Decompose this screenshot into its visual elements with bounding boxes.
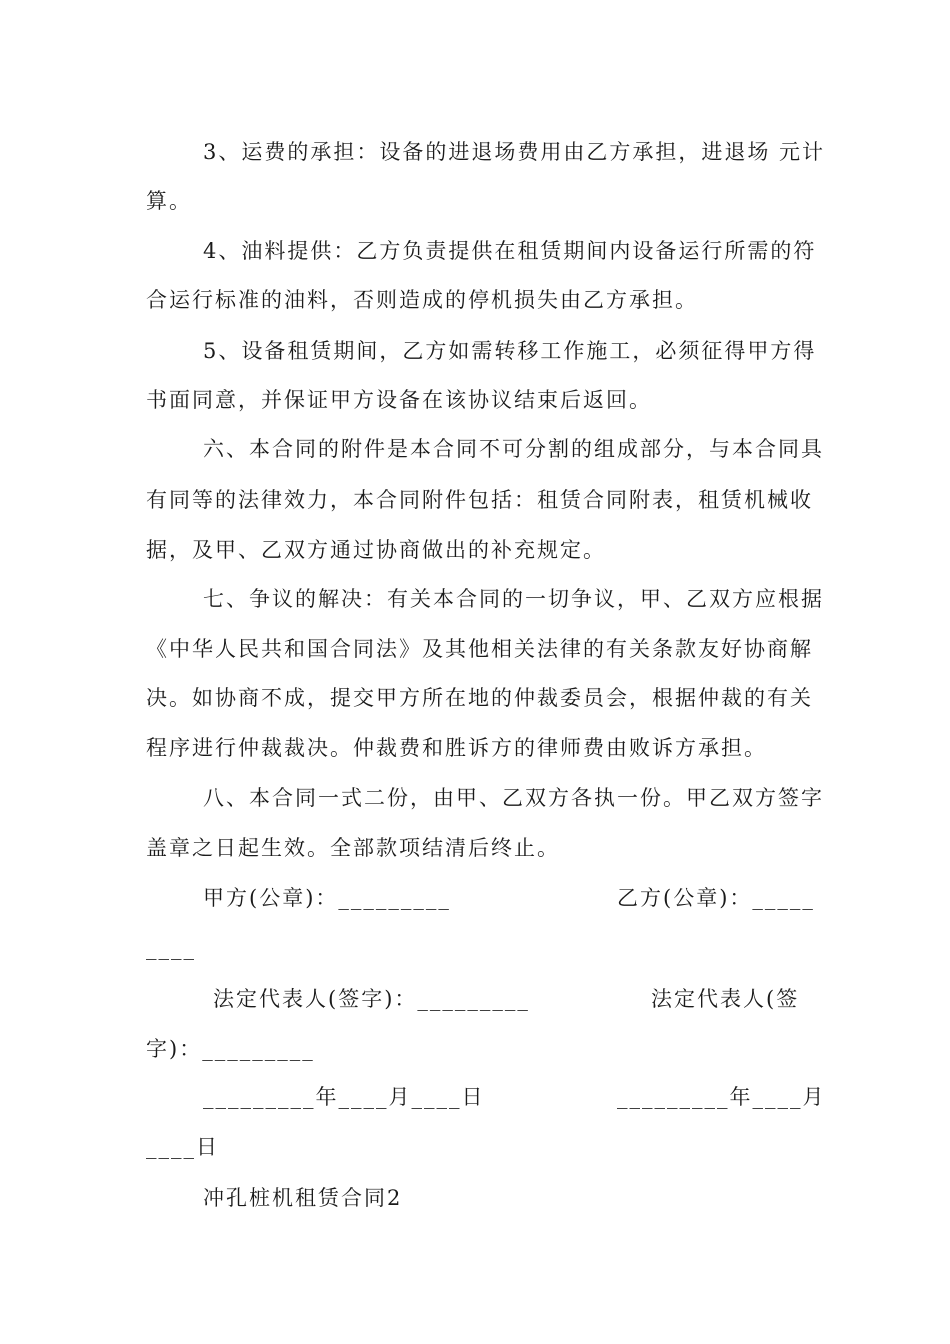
clause-5-line-1: 5、设备租赁期间，乙方如需转移工作施工，必须征得甲方得 xyxy=(203,339,817,363)
rep-a-sign: 法定代表人(签字)：_________ xyxy=(213,987,530,1011)
clause-3-line-2: 算。 xyxy=(146,189,192,213)
clause-7-line-1: 七、争议的解决：有关本合同的一切争议，甲、乙双方应根据 xyxy=(203,587,824,611)
clause-7-line-4: 程序进行仲裁裁决。仲裁费和胜诉方的律师费由败诉方承担。 xyxy=(146,736,767,760)
clause-8-line-2: 盖章之日起生效。全部款项结清后终止。 xyxy=(146,836,560,860)
clause-8-line-1: 八、本合同一式二份，由甲、乙双方各执一份。甲乙双方签字 xyxy=(203,786,824,810)
date-a: _________年____月____日 xyxy=(203,1085,485,1109)
clause-3-line-1: 3、运费的承担：设备的进退场费用由乙方承担，进退场 元计 xyxy=(203,140,826,164)
clause-6-line-2: 有同等的法律效力，本合同附件包括：租赁合同附表，租赁机械收 xyxy=(146,488,813,512)
clause-4-line-1: 4、油料提供：乙方负责提供在租赁期间内设备运行所需的符 xyxy=(203,239,817,263)
rep-b-sign: 法定代表人(签 xyxy=(651,987,800,1011)
date-b-cont: ____日 xyxy=(146,1135,219,1159)
clause-6-line-3: 据，及甲、乙双方通过协商做出的补充规定。 xyxy=(146,538,606,562)
clause-7-line-2: 《中华人民共和国合同法》及其他相关法律的有关条款友好协商解 xyxy=(146,637,813,661)
party-b-seal: 乙方(公章)：_____ xyxy=(617,886,815,910)
clause-7-line-3: 决。如协商不成，提交甲方所在地的仲裁委员会，根据仲裁的有关 xyxy=(146,686,813,710)
clause-6-line-1: 六、本合同的附件是本合同不可分割的组成部分，与本合同具 xyxy=(203,437,824,461)
party-a-seal: 甲方(公章)：_________ xyxy=(203,886,451,910)
party-b-seal-cont: ____ xyxy=(146,936,196,960)
date-b: _________年____月 xyxy=(617,1085,826,1109)
clause-4-line-2: 合运行标准的油料，否则造成的停机损失由乙方承担。 xyxy=(146,288,698,312)
clause-5-line-2: 书面同意，并保证甲方设备在该协议结束后返回。 xyxy=(146,388,652,412)
next-contract-title: 冲孔桩机租赁合同2 xyxy=(203,1186,403,1210)
rep-b-sign-cont: 字)：_________ xyxy=(146,1037,315,1061)
